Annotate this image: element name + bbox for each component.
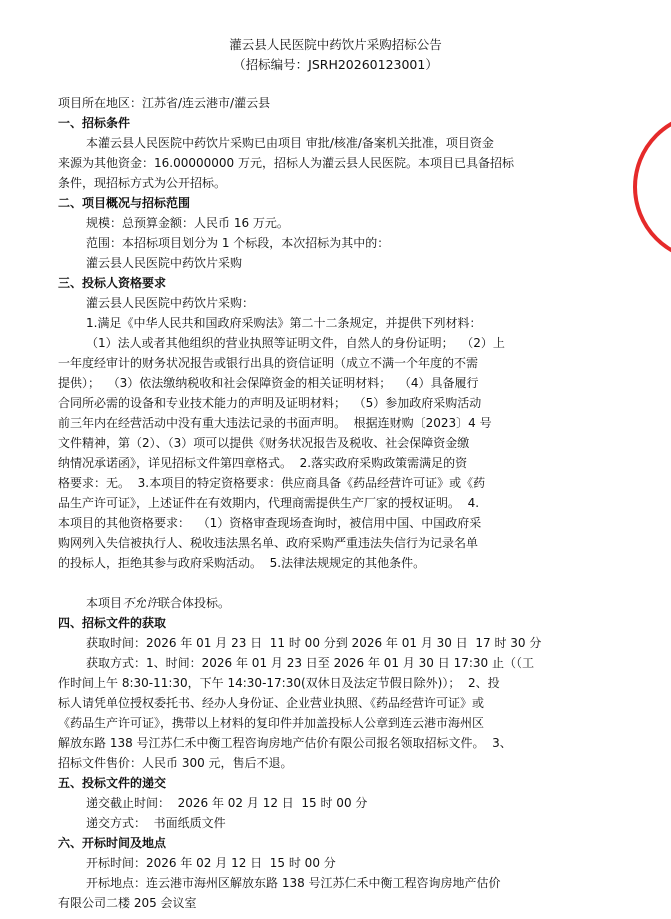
paragraph-line: 开标地点：连云港市海州区解放东路 138 号江苏仁禾中衡工程咨询房地产估价 [86, 876, 501, 890]
consortium-prefix: 本项目 [86, 596, 123, 610]
paragraph-line: 品生产许可证》，上述证件在有效期内，代理商需提供生产厂家的授权证明。 4. [58, 496, 480, 510]
project-location: 项目所在地区：江苏省/连云港市/灌云县 [58, 96, 271, 110]
seal-stamp [633, 112, 671, 262]
section-heading-6: 六、开标时间及地点 [58, 836, 167, 850]
paragraph-line: 本项目的其他资格要求： （1）资格审查现场查询时，被信用中国、中国政府采 [58, 516, 482, 530]
paragraph-line: 招标文件售价：人民币 300 元，售后不退。 [58, 756, 293, 770]
paragraph-line: 一年度经审计的财务状况报告或银行出具的资信证明（成立不满一个年度的不需 [58, 356, 479, 370]
paragraph-line: 的投标人，拒绝其参与政府采购活动。 5.法律法规规定的其他条件。 [58, 556, 426, 570]
paragraph-line: 格要求：无。 3.本项目的特定资格要求：供应商具备《药品经营许可证》或《药 [58, 476, 486, 490]
paragraph-line: 条件，现招标方式为公开招标。 [58, 176, 227, 190]
paragraph-line: 获取方式：1、时间：2026 年 01 月 23 日至 2026 年 01 月 30 日 17:30 止（（工 [86, 656, 534, 670]
paragraph-line: 灌云县人民医院中药饮片采购 [86, 256, 243, 270]
paragraph-line: 提供）； （3）依法缴纳税收和社会保障资金的相关证明材料； （4）具备履行 [58, 376, 479, 390]
paragraph-line: 范围：本招标项目划分为 1 个标段，本次招标为其中的： [86, 236, 390, 250]
paragraph-line: 有限公司二楼 205 会议室 [58, 896, 197, 910]
paragraph-line: 开标时间：2026 年 02 月 12 日 15 时 00 分 [86, 856, 336, 870]
paragraph-line: 1.满足《中华人民共和国政府采购法》第二十二条规定，并提供下列材料： [86, 316, 482, 330]
section-heading-5: 五、投标文件的递交 [58, 776, 167, 790]
paragraph-line: 获取时间：2026 年 01 月 23 日 11 时 00 分到 2026 年 01 月 30 日 17 时 30 分 [86, 636, 542, 650]
paragraph-line: 前三年内在经营活动中没有重大违法记录的书面声明。 根据连财购〔2023〕4 号 [58, 416, 492, 430]
doc-title: 灌云县人民医院中药饮片采购招标公告 [229, 37, 442, 52]
paragraph-line: 递交方式： 书面纸质文件 [86, 816, 226, 830]
section-heading-1: 一、招标条件 [58, 116, 131, 130]
paragraph-line: 标人请凭单位授权委托书、经办人身份证、企业营业执照、《药品经营许可证》或 [58, 696, 485, 710]
section-heading-2: 二、项目概况与招标范围 [58, 196, 191, 210]
paragraph-line: 本灌云县人民医院中药饮片采购已由项目 审批/核准/备案机关批准，项目资金 [86, 136, 494, 150]
paragraph-line: 灌云县人民医院中药饮片采购： [86, 296, 255, 310]
consortium-not-allowed: 不允许 [122, 596, 159, 610]
paragraph-line: 来源为其他资金：16.00000000 万元，招标人为灌云县人民医院。本项目已具备招标 [58, 156, 514, 170]
paragraph-line: 《药品生产许可证》，携带以上材料的复印件并加盖投标人公章到连云港市海州区 [58, 716, 485, 730]
paragraph-line: 购网列入失信被执行人、税收违法黑名单、政府采购严重违法失信行为记录名单 [58, 536, 479, 550]
bid-number: （招标编号：JSRH20260123001） [233, 57, 438, 72]
consortium-note [86, 594, 230, 612]
paragraph-line: 作时间上午 8:30-11:30，下午 14:30-17:30(双休日及法定节假日除外)）； 2、投 [58, 676, 500, 690]
paragraph-line: 解放东路 138 号江苏仁禾中衡工程咨询房地产估价有限公司报名领取招标文件。 3、 [58, 736, 512, 750]
paragraph-line: 合同所必需的设备和专业技术能力的声明及证明材料； （5）参加政府采购活动 [58, 396, 482, 410]
section-heading-4: 四、招标文件的获取 [58, 616, 167, 630]
paragraph-line: 递交截止时间： 2026 年 02 月 12 日 15 时 00 分 [86, 796, 368, 810]
consortium-suffix: 联合体投标。 [158, 596, 231, 610]
paragraph-line: （1）法人或者其他组织的营业执照等证明文件，自然人的身份证明； （2）上 [86, 336, 505, 350]
paragraph-line: 规模：总预算金额：人民币 16 万元。 [86, 216, 289, 230]
paragraph-line: 文件精神，第（2）、（3）项可以提供《财务状况报告及税收、社会保障资金缴 [58, 436, 470, 450]
section-heading-3: 三、投标人资格要求 [58, 276, 167, 290]
paragraph-line: 纳情况承诺函》，详见招标文件第四章格式。 2.落实政府采购政策需满足的资 [58, 456, 468, 470]
